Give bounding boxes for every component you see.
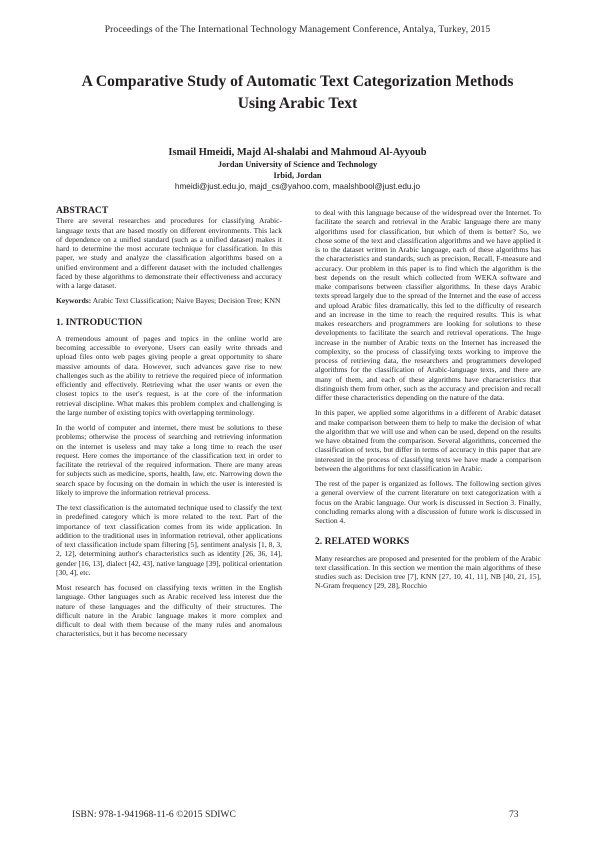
- intro-paragraph-1: A tremendous amount of pages and topics in the online world are becoming accessible to everyone. Users can easily write threads and upload files onto web pages giving people a great opportunity to share massive amounts of data. However, such advances gave rise to new challenges such as the ability to retrieve the required piece of information efficiently and effectively. Retrieving what the user wants or even the closest topics to the user's request, is at the core of the information retrieval discipline. What makes this problem complex and challenging is the large number of existing topics with overlapping terminology.: [56, 333, 282, 417]
- related-works-heading: 2. RELATED WORKS: [315, 536, 410, 548]
- paper-title: [40, 71, 555, 115]
- intro-paragraph-4: Most research has focused on classifying texts written in the English language. Other languages such as Arabic received less interest due the nature of these languages and the difficulty of their structures. The difficult nature in the Arabic language makes it more complex and difficult to deal with them because of the many rules and anomalous characteristics, but it has become necessary: [56, 583, 282, 639]
- intro-paragraph-5: to deal with this language because of the widespread over the Internet. To facilitate the search and retrieval in the Arabic language there are many algorithms used for classification, but which of them is better? So, we chose some of the text and classification algorithms and we have applied it is to the dataset written in Arabic language, each of these algorithms has the characteristics and standards, such as precision, Recall, F-measure and accuracy. Our problem in this paper is to find which the algorithm is the best depends on the result which collected from WEKA software and make comparisons between classifier algorithms. In these days Arabic texts spread largely due to the spread of the Internet and the ease of access and upload Arabic files dramatically, this led to the difficulty of research and an increase in the time to reach the required results. This is what makes researchers and programmers are looking for solutions to these developments to facilitate the search and retrieval operations. The huge increase in the number of Arabic texts on the Internet has increased the complexity, so the process of classifying texts working to improve the process of retrieving data, the researchers and programmers developed algorithms for the classification of Arabic-language texts, and there are many of them, and each of these algorithms have characteristics that distinguish them from other, such as the accuracy and precision and recall differ these characteristics depending on the nature of the data.: [315, 208, 541, 402]
- page-number: 73: [509, 809, 519, 820]
- author-emails: hmeidi@just.edu.jo, majd_cs@yahoo.com, maalshbool@just.edu.jo: [174, 182, 421, 191]
- keywords-label: Keywords:: [56, 296, 92, 306]
- keywords: [56, 296, 282, 305]
- abstract-text: There are several researches and procedures for classifying Arabic-language texts that are based mostly on different environments. This lack of dependence on a unified standard (such as a unified dataset) makes it hard to determine the most accurate technique for classification. In this paper, we study and analyze the classification algorithms based on a unified environment and a different dataset with the included challenges faced by these algorithms to demonstrate their effectiveness and accuracy with a large dataset.: [56, 216, 282, 290]
- conference-header: Proceedings of the The International Technology Management Conference, Antalya, Turkey, 2015: [104, 24, 491, 35]
- affiliation: [0, 159, 595, 182]
- abstract-heading: ABSTRACT: [56, 205, 109, 216]
- right-column: [315, 208, 541, 597]
- intro-paragraph-3: The text classification is the automated technique used to classify the text in predefined category which is more related to the text. Part of the importance of text classification comes from its wide application. In addition to the traditional uses in information retrieval, other applications of text classification include spam filtering [5], sentiment analysis [1, 8, 3, 2, 12], determining author's characteristics such as identity [26, 36, 14], gender [16, 13], dialect [42, 43], native language [39], political orientation [30, 4], etc.: [56, 503, 282, 577]
- keywords-text: Arabic Text Classification; Naive Bayes; Decision Tree; KNN: [92, 296, 281, 306]
- isbn-footer: ISBN: 978-1-941968-11-6 ©2015 SDIWC: [72, 809, 236, 820]
- title-line-2: Using Arabic Text: [237, 95, 358, 112]
- intro-paragraph-2: In the world of computer and internet, there must be solutions to these problems; otherwise the process of searching and retrieving information on the internet is useless and may take a long time to reach the user request. Here comes the importance of the classification text in order to facilitate the retrieval of the required information. There are many areas for subjects such as medicine, sports, health, law, etc. Narrowing down the search space by focusing on the domain in which the user is interested is likely to improve the information retrieval process.: [56, 423, 282, 497]
- related-works-paragraph: Many researches are proposed and presented for the problem of the Arabic text classification. In this section we mention the main algorithms of these studies such as: Decision tree [7], KNN [27, 10, 41, 11], NB [40, 21, 15], N-Gram frequency [29, 28], Rocchio: [315, 553, 541, 591]
- affiliation-location: Irbid, Jordan: [273, 171, 322, 181]
- affiliation-university: Jordan University of Science and Technology: [217, 160, 378, 169]
- intro-paragraph-6: In this paper, we applied some algorithms in a different of Arabic dataset and make comparison between them to help to make the decision of what the algorithm that we will use and when can be used, depend on the results we have obtained from the comparison. Several algorithms, concerned the classification of texts, but differ in terms of accuracy in this paper that are interested in the process of classifying texts we have made a comparison between the algorithms for text classification in Arabic.: [315, 408, 541, 473]
- left-column: [56, 206, 282, 645]
- title-line-1: A Comparative Study of Automatic Text Categorization Methods: [81, 73, 514, 90]
- intro-paragraph-7: The rest of the paper is organized as follows. The following section gives a general overview of the current literature on text categorization with a focus on the Arabic language. Our work is discussed in Section 3. Finally, concluding remarks along with a discussion of future work is discussed in Section 4.: [315, 479, 541, 525]
- authors: Ismail Hmeidi, Majd Al-shalabi and Mahmoud Al-Ayyoub: [168, 147, 427, 158]
- introduction-heading: 1. INTRODUCTION: [56, 316, 143, 328]
